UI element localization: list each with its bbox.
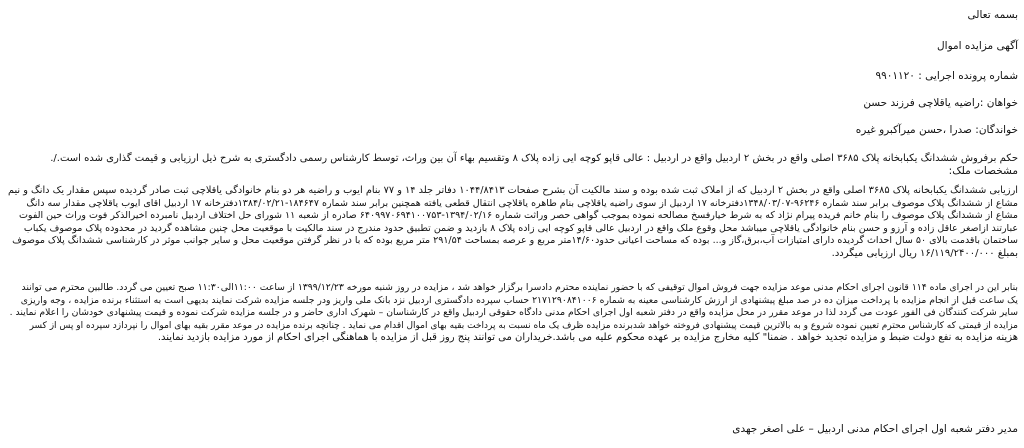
signature: مدیر دفتر شعبه اول اجرای احکام مدنی اردبیل – علی اصغر جهدی [732, 423, 1018, 435]
defendants: خواندگان: صدرا ،حسن میرآکبرو غیره [855, 124, 1018, 136]
auction-line: مزایده از قیمتی که کارشناس محترم تعیین نموده شروع و به بالاترین قیمت پیشنهادی فروخته خواهد شدبرنده مزایده ظرف یک ماه نسبت به پرداخت بقیه بهای اموال اقدام می نماید . چنانچه برنده مزایده در موعد مقرر بقیه بهای اموال را نپردازد سپرده او پس از کسر [29, 320, 1018, 331]
property-description [8, 185, 1018, 261]
auction-line: هزینه مزایده به نفع دولت ضبط و مزایده تجدید خواهد . ضمنا" کلیه مخارج مزایده بر عهده محکوم علیه می باشد.خریداران می توانند پنج روز قبل از مزایده با هماهنگی اجرای احکام از مورد مزایده بازدید نمایند. [157, 332, 1018, 344]
property-line: مشاع از ششدانگ پلاک موصوف برابر سند شماره ۹۶۲۴۶-۱۳۴۸/۰۳/۰۷دفترخانه ۱۷ اردبیل از سوی راضیه یاقلاچی بنام طاهره یاقلاچی انتقال قطعی یافته همچنین برابر سند شماره ۱۸۴۶۴۷-۱۳۸۴/۰۲/۲۱دفترخانه ۱۷ اردبیل اقای ایوب یاقلاچی مقدار سه دانگ [26, 197, 1018, 209]
property-heading: مشخصات ملک: [948, 165, 1018, 177]
plaintiff: خواهان :راضیه یاقلاچی فرزند حسن [863, 97, 1018, 109]
case-number: شماره پرونده اجرایی : ۹۹۰۱۱۲۰ [875, 70, 1018, 82]
property-line: عبارتند ازاصغر عاقل زاده و آرزو و حسن بنام خانوادگی یاقلاچی میباشد محل وقوع ملک واقع در اردبیل عالی قاپو کوچه ایی زاده پلاک ۸ بازدید و ضمن تطبیق حدود مندرج در سند مالکیت با موقعیت محل چنین مشاهده گردید در محدوده پلاک موصوف یکباب [23, 222, 1018, 234]
property-line: مشاع از ششدانگ پلاک موصوف را بنام خانم فریده پیرام نژاد که به شرط خیارفسخ مصالحه نموده بموجب گواهی حصر وراثت شماره ۱۳۹۴/۰۲/۱۶-۶۴۰۹۹۷۰۶۹۴۱۰۰۷۵۳ صادره از شعبه ۱۱ شورای حل اختلاف اردبیل نامبرده اخیرالذکر فوت وراث حین الفوت [18, 210, 1018, 222]
property-line: ساختمان باقدمت بالای ۵۰ سال احداث گردیده دارای امتیازات آب،برق،گاز و... بوده که مساحت اعیانی حدود۱۴/۶۰متر مربع و عرصه بمساحت ۲۹۱/۵۴ متر مربع بوده که با در نظر گرفتن موقعیت محل و سایر جوانب موثر در کارشناسی ششدانگ پلاک موصوف [12, 235, 1018, 247]
auction-line: بنابر این در اجرای ماده ۱۱۴ قانون اجرای احکام مدنی موعد مزایده جهت فروش اموال توقیفی که با حضور نماینده محترم دادسرا برگزار خواهد شد ، مزایده در روز شنبه مورخه ۱۳۹۹/۱۲/۲۳ از ساعت ۱۱:۰۰الی۱۱:۳۰ صبح تعیین می گردد. طالبین محترم می توانند [21, 282, 1018, 293]
doc-header: بسمه تعالی [967, 9, 1018, 21]
auction-line: سایر شرکت کنندگان فی الفور عودت می گردد لذا در موعد مقرر در محل مزایده واقع در دفتر شعبه اول اجرای احکام مدنی دادگاه حقوقی اردبیل واقع در کارشناسان – شهرک اداری حاضر و در جلسه مزایده شرکت نموده و قیمت پیشنهادی خودشان را اعلام نمایند . [9, 307, 1018, 319]
auction-line: یک ساعت قبل از انجام مزایده با پرداخت میزان ده در صد مبلغ پیشنهادی از ارزش کارشناسی معینه به شماره ۲۱۷۱۲۹۰۸۴۱۰۰۶ حساب سپرده دادگستری اردبیل نزد بانک ملی واریز ودر جلسه مزایده شرکت نمایند بدیهی است به استثناء برنده مزایده ، وجه واریزی [20, 294, 1018, 306]
doc-title: آگهی مزایده اموال [937, 40, 1018, 52]
ruling-text: حکم برفروش ششدانگ یکبابخانه پلاک ۳۶۸۵ اصلی واقع در بخش ۲ اردبیل واقع در اردبیل : عالی قاپو کوچه ایی زاده پلاک ۸ وتقسیم بهاء آن بین وراث، توسط کارشناس رسمی دادگستری به شرح ذیل ارزیابی و قیمت گذاری شده است./. [50, 153, 1018, 164]
property-line: بمبلغ ۱۶/۱۱۹/۲۴۰۰/۰۰۰ ریال ارزیابی میگردد. [831, 247, 1018, 259]
property-line: ارزیابی ششدانگ یکبابخانه پلاک ۳۶۸۵ اصلی واقع در بخش ۲ اردبیل که از املاک ثبت شده بوده و سند مالکیت آن بشرح صفحات ۱۰۴۴/۸۴۱۳ دفاتر جلد ۱۴ و ۷۷ بنام ایوب و راضیه هر دو بنام خانوادگی یاقلاچی ثبت صادر گردیده سپس مقدار یک دانگ و نیم [7, 185, 1018, 196]
auction-terms [8, 282, 1018, 345]
